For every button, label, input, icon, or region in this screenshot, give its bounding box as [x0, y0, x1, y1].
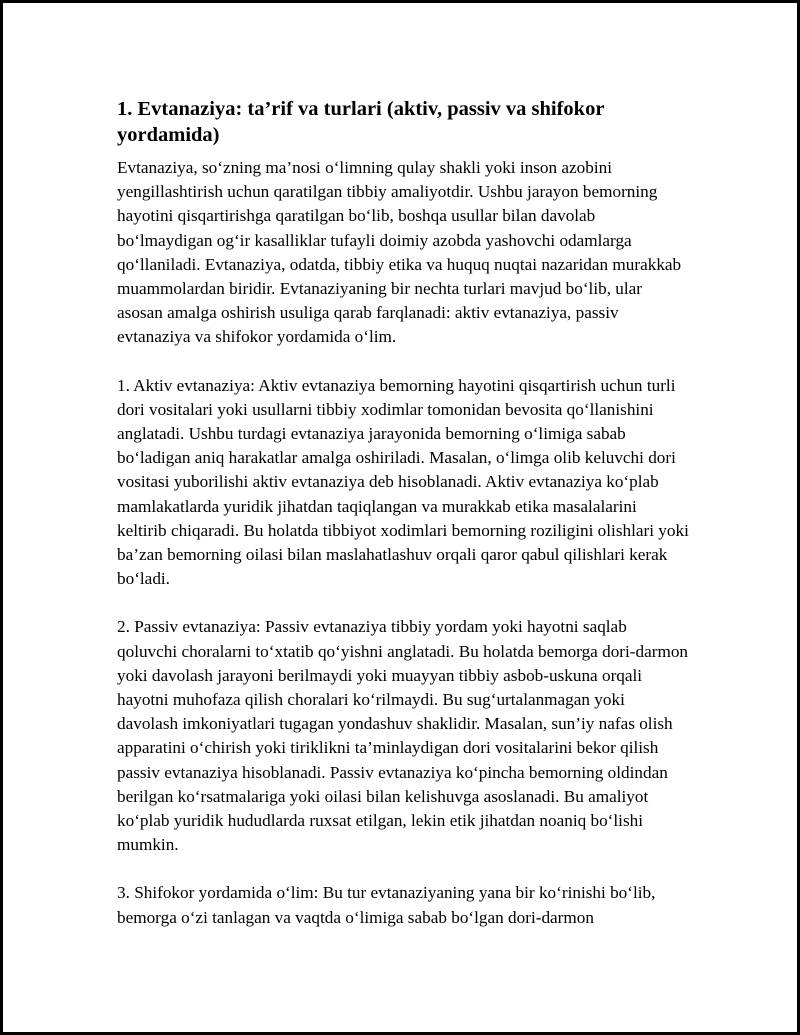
document-body — [117, 96, 689, 954]
paragraph-intro: Evtanaziya, so‘zning ma’nosi o‘limning qulay shakli yoki inson azobini yengillashtirish uchun qaratilgan tibbiy amaliyotdir. Ushbu jarayon bemorning hayotini qisqartirishga qaratilgan bo‘lib, boshqa usullar bilan davolab bo‘lmaydigan og‘ir kasalliklar tufayli doimiy azobda yashovchi odamlarga qo‘llaniladi. Evtanaziya, odatda, tibbiy etika va huquq nuqtai nazaridan murakkab muammolardan biridir. Evtanaziyaning bir nechta turlari mavjud bo‘lib, ular asosan amalga oshirish usuliga qarab farqlanadi: aktiv evtanaziya, passiv evtanaziya va shifokor yordamida o‘lim. — [117, 158, 682, 347]
paragraph-active-euthanasia: 1. Aktiv evtanaziya: Aktiv evtanaziya bemorning hayotini qisqartirish uchun turli dori vositalari yoki usullarni tibbiy xodimlar tomonidan bevosita qo‘llanishini anglatadi. Ushbu turdagi evtanaziya jarayonida bemorning o‘limiga sabab bo‘ladigan aniq harakatlar amalga oshiriladi. Masalan, o‘limga olib keluvchi dori vositasi yuborilishi aktiv evtanaziya deb hisoblanadi. Aktiv evtanaziya ko‘plab mamlakatlarda yuridik jihatdan taqiqlangan va murakkab etika masalalarini keltirib chiqaradi. Bu holatda tibbiyot xodimlari bemorning roziligini olishlari yoki ba’zan bemorning oilasi bilan maslahatlashuv orqali qaror qabul qilishlari kerak bo‘ladi. — [117, 375, 689, 589]
paragraph-passive-euthanasia: 2. Passiv evtanaziya: Passiv evtanaziya tibbiy yordam yoki hayotni saqlab qoluvchi choralarni to‘xtatib qo‘yishni anglatadi. Bu holatda bemorga dori-darmon yoki davolash jarayoni berilmaydi yoki muayyan tibbiy asbob-uskuna orqali hayotni muhofaza qilish choralari ko‘rilmaydi. Bu sug‘urtalanmagan yoki davolash imkoniyatlari tugagan yondashuv shaklidir. Masalan, sun’iy nafas olish apparatini o‘chirish yoki tiriklikni ta’minlaydigan dori vositalarini bekor qilish passiv evtanaziya hisoblanadi. Passiv evtanaziya ko‘pincha bemorning oldindan berilgan ko‘rsatmalariga yoki oilasi bilan kelishuvga asoslanadi. Bu amaliyot ko‘plab yuridik hududlarda ruxsat etilgan, lekin etik jihatdan noaniq bo‘lishi mumkin. — [117, 617, 689, 855]
document-title: 1. Evtanaziya: ta’rif va turlari (aktiv, passiv va shifokor yordamida) — [117, 98, 605, 146]
paragraph-physician-assisted: 3. Shifokor yordamida o‘lim: Bu tur evtanaziyaning yana bir ko‘rinishi bo‘lib, bemorga o‘zi tanlagan va vaqtda o‘limiga sabab bo‘lgan dori-darmon — [117, 883, 656, 927]
